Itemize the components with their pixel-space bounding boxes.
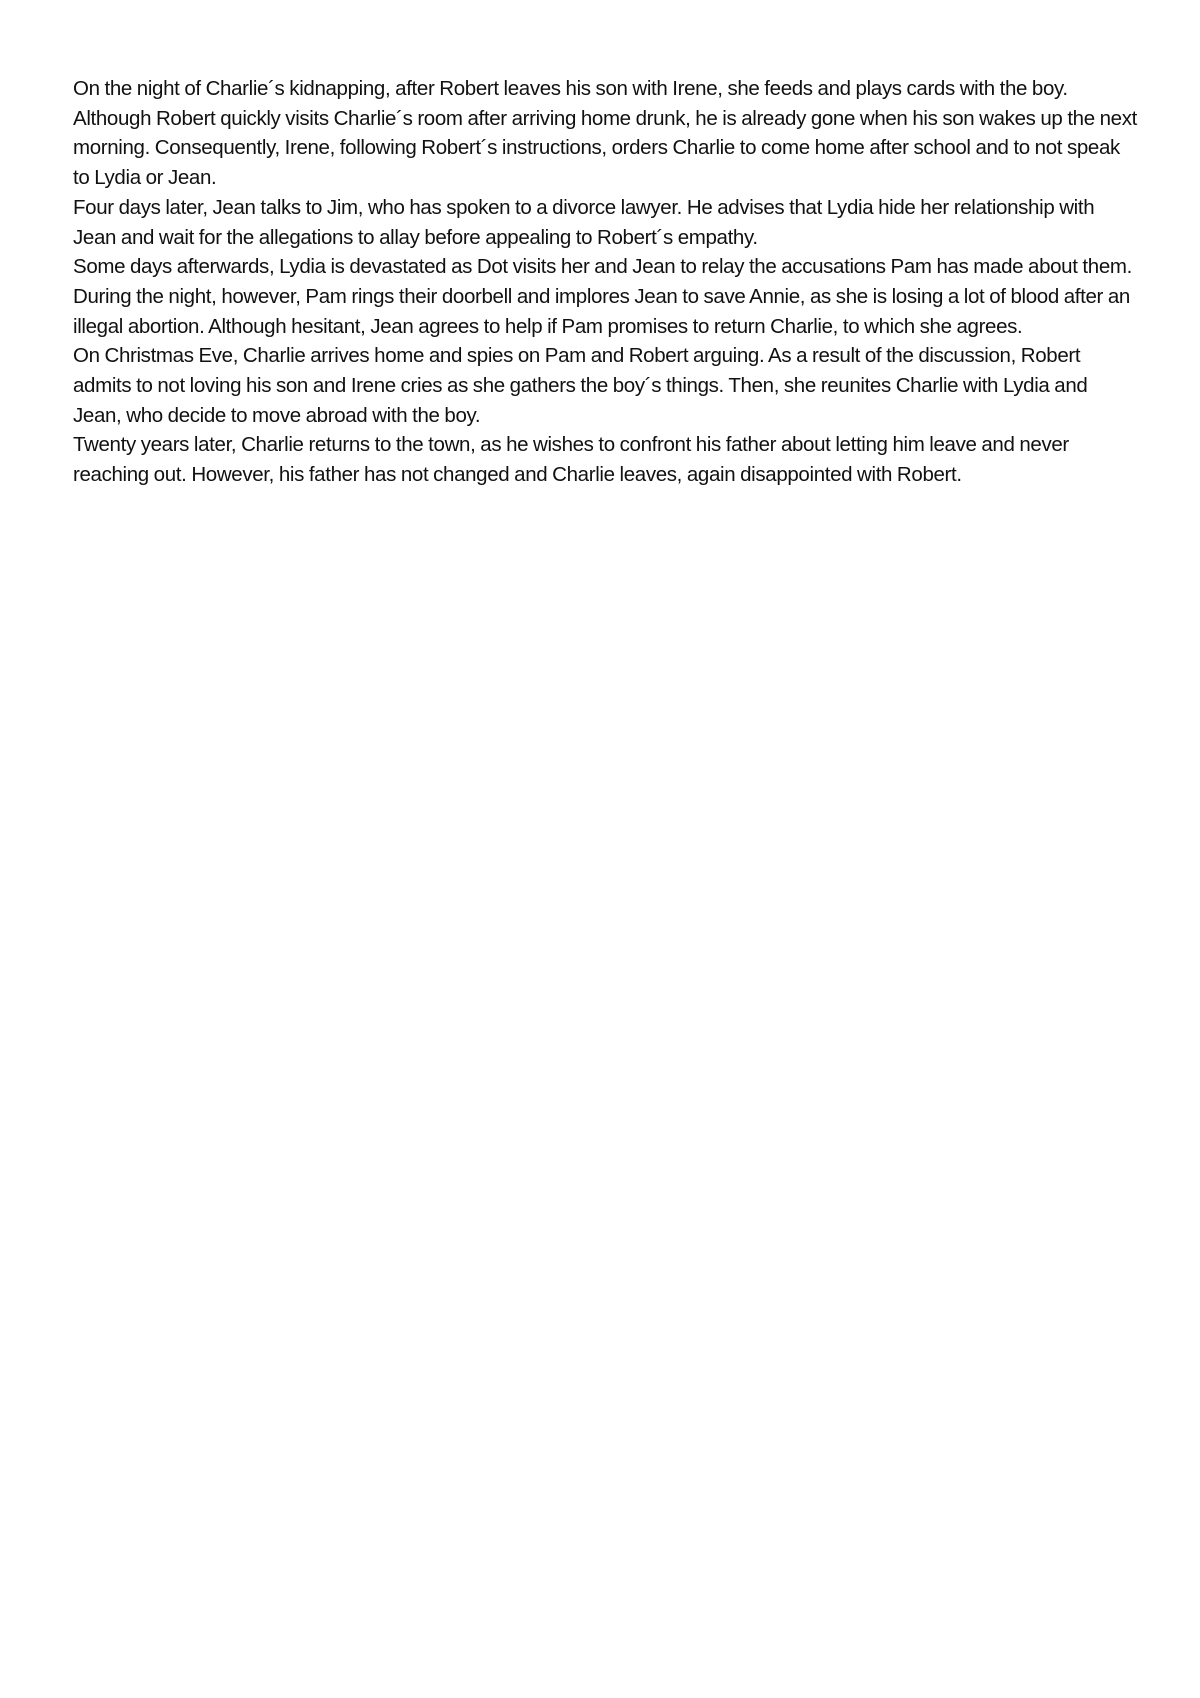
paragraph-divorce-lawyer: Four days later, Jean talks to Jim, who has spoken to a divorce lawyer. He advises that Lydia hide her relationship with Jean and wait for the allegations to allay before appealing to Robert´s empathy. xyxy=(73,195,1095,249)
document-body xyxy=(73,74,1138,490)
paragraph-kidnapping-night: On the night of Charlie´s kidnapping, after Robert leaves his son with Irene, she feeds and plays cards with the boy. Although Robert quickly visits Charlie´s room after arriving home drunk, he is already gone when his son wakes up the next morning. Consequently, Irene, following Robert´s instructions, orders Charlie to come home after school and to not speak to Lydia or Jean. xyxy=(73,77,1137,190)
paragraph-accusations: Some days afterwards, Lydia is devastated as Dot visits her and Jean to relay the accusations Pam has made about them. During the night, however, Pam rings their doorbell and implores Jean to save Annie, as she is losing a lot of blood after an illegal abortion. Although hesitant, Jean agrees to help if Pam promises to return Charlie, to which she agrees. xyxy=(73,255,1132,338)
paragraph-twenty-years-later: Twenty years later, Charlie returns to the town, as he wishes to confront his father about letting him leave and never reaching out. However, his father has not changed and Charlie leaves, again disappointed with Robert. xyxy=(73,433,1069,487)
paragraph-christmas-eve: On Christmas Eve, Charlie arrives home and spies on Pam and Robert arguing. As a result of the discussion, Robert admits to not loving his son and Irene cries as she gathers the boy´s things. Then, she reunites Charlie with Lydia and Jean, who decide to move abroad with the boy. xyxy=(73,344,1088,427)
